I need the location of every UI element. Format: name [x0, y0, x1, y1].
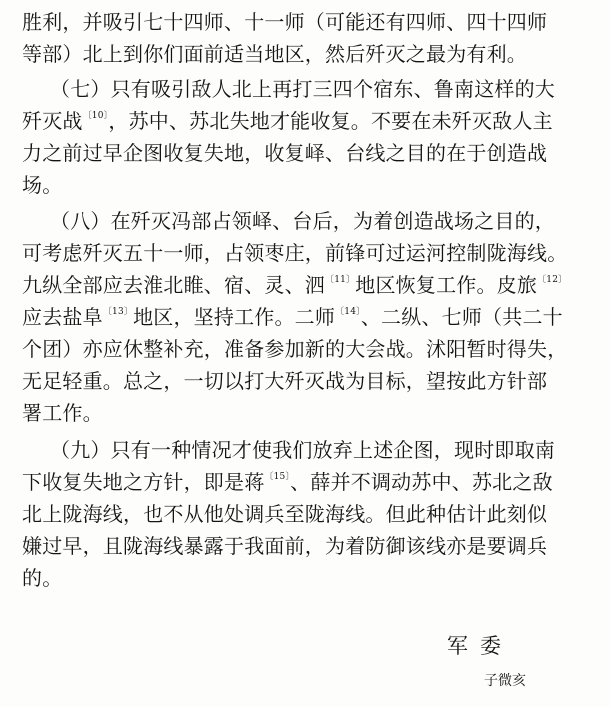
text-segment: 九纵全部应去淮北睢、宿、灵、泗: [22, 273, 325, 297]
text-segment: 无足轻重。总之，一切以打大歼灭战为目标，望按此方针部: [22, 369, 548, 393]
text-line: [22, 333, 567, 365]
text-line: [22, 498, 547, 530]
text-line: [22, 269, 567, 301]
text-segment: 胜利，并吸引七十四师、十一师（可能还有四师、四十四师: [22, 10, 548, 34]
text-segment: 场。: [22, 173, 63, 197]
text-segment: 北上陇海线，也不从他处调兵至陇海线。但此种估计此刻似: [22, 502, 548, 526]
text-line: [22, 301, 563, 333]
text-line: [22, 237, 567, 269]
text-line: [22, 365, 547, 397]
text-segment: 等部）北上到你们面前适当地区，然后歼灭之最为有利。: [22, 42, 527, 66]
text-line: [22, 530, 547, 562]
footnote-marker[interactable]: 〔15〕: [264, 472, 291, 483]
text-segment: 、二纵、七师（共二十: [360, 305, 563, 329]
text-segment: （九）只有一种情况才使我们放弃上述企图，现时即取南: [50, 438, 555, 462]
footnote-marker[interactable]: 〔11〕: [325, 275, 356, 286]
text-segment: 个团）亦应休整补充，准备参加新的大会战。沭阳暂时得失，: [22, 337, 568, 361]
text-segment: （八）在歼灭冯部占领峄、台后，为着创造战场之目的，: [50, 209, 555, 233]
text-line: [22, 105, 553, 137]
footnote-marker[interactable]: 〔14〕: [335, 307, 361, 318]
footnote-marker[interactable]: 〔13〕: [102, 307, 134, 318]
text-segment: ，苏中、苏北失地才能收复。不要在未歼灭敌人主: [108, 109, 553, 133]
text-line: [22, 397, 103, 429]
text-line: [50, 434, 555, 466]
text-segment: 可考虑歼灭五十一师，占领枣庄，前锋可过运河控制陇海线。: [22, 241, 568, 265]
text-line: [22, 6, 547, 38]
text-segment: 应去盐阜: [22, 305, 103, 329]
text-line: [22, 466, 553, 498]
text-line: [22, 169, 62, 201]
text-line: [50, 205, 555, 237]
text-segment: 歼灭战: [22, 109, 83, 133]
text-segment: （七）只有吸引敌人北上再打三四个宿东、鲁南这样的大: [50, 77, 555, 101]
text-segment: 的。: [22, 566, 63, 590]
text-segment: 下收复失地之方针，即是蒋: [22, 470, 265, 494]
text-segment: 嫌过早，且陇海线暴露于我面前，为着防御该线亦是要调兵: [22, 534, 548, 558]
text-line: [22, 562, 62, 594]
text-segment: 地区恢复工作。皮旅: [355, 273, 538, 297]
footnote-marker[interactable]: 〔12〕: [537, 275, 568, 286]
text-segment: 署工作。: [22, 401, 103, 425]
signature-date: 子微亥: [484, 673, 526, 689]
text-line: [22, 38, 527, 70]
text-segment: 地区，坚持工作。二师: [133, 305, 336, 329]
text-segment: 力之前过早企图收复失地，收复峄、台线之目的在于创造战: [22, 141, 548, 165]
text-line: [50, 73, 555, 105]
footnote-marker[interactable]: 〔10〕: [82, 111, 109, 122]
signature-organization: 军委: [447, 634, 513, 658]
text-line: [22, 137, 547, 169]
text-segment: 、薛并不调动苏中、苏北之敌: [290, 470, 553, 494]
